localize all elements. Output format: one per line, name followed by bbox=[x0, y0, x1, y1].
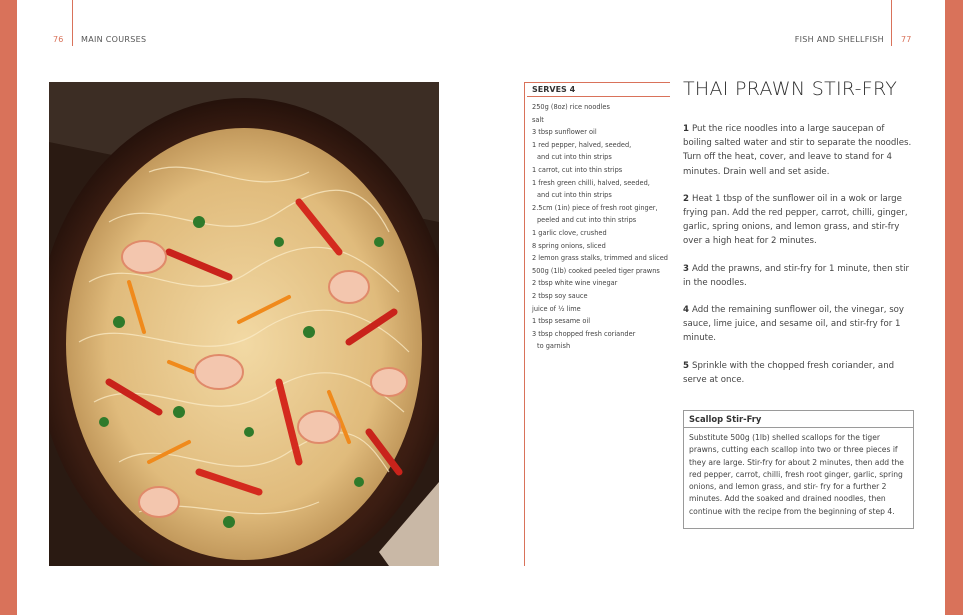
ingredient-item: 500g (1lb) cooked peeled tiger prawns bbox=[532, 266, 660, 275]
ingredient-item: and cut into thin strips bbox=[537, 191, 612, 200]
ingredient-item: and cut into thin strips bbox=[537, 153, 612, 162]
method-step bbox=[683, 192, 913, 249]
step-text: Heat 1 tbsp of the sunflower oil in a wok or large frying pan. Add the red pepper, carrot, chilli, ginger, garlic, spring onions, and lemon grass, and stir-fry over a high heat for 2 minutes. bbox=[683, 193, 908, 247]
step-number: 5 bbox=[683, 360, 689, 371]
ingredient-item: salt bbox=[532, 115, 544, 124]
recipe-title: THAI PRAWN STIR-FRY bbox=[683, 78, 898, 100]
step-number: 1 bbox=[683, 124, 689, 134]
ingredients-top-rule bbox=[524, 82, 670, 83]
ingredient-item: 250g (8oz) rice noodles bbox=[532, 103, 610, 111]
variation-box bbox=[683, 410, 914, 529]
method-step bbox=[683, 303, 913, 346]
ingredient-item: 1 red pepper, halved, seeded, bbox=[532, 140, 632, 149]
step-number: 3 bbox=[683, 263, 689, 274]
ingredient-item: 1 tbsp sesame oil bbox=[532, 317, 591, 326]
serves-underline bbox=[527, 96, 670, 97]
step-number: 4 bbox=[683, 305, 689, 316]
noodle-dish-illustration bbox=[49, 82, 439, 566]
ingredient-item: 1 fresh green chilli, halved, seeded, bbox=[532, 178, 650, 187]
ingredient-item: 2.5cm (1in) piece of fresh root ginger, bbox=[532, 203, 658, 212]
ingredient-item: 2 lemon grass stalks, trimmed and sliced bbox=[532, 254, 668, 263]
method-step bbox=[683, 122, 913, 179]
step-text: Sprinkle with the chopped fresh coriander, and serve at once. bbox=[683, 360, 895, 385]
left-section-title: MAIN COURSES bbox=[81, 35, 147, 44]
ingredient-item: 2 tbsp soy sauce bbox=[532, 291, 588, 300]
step-text: Put the rice noodles into a large saucepan of boiling salted water and stir to separate the noodles. Turn off the heat, cover, and leave to stand for 4 minutes. Drain well and set aside. bbox=[683, 124, 912, 177]
ingredient-item: 3 tbsp sunflower oil bbox=[532, 128, 597, 137]
ingredients-left-rule bbox=[524, 82, 525, 566]
method-step bbox=[683, 359, 913, 387]
ingredient-item: to garnish bbox=[537, 342, 571, 351]
variation-text: Substitute 500g (1lb) shelled scallops for the tiger prawns, cutting each scallop into two or three pieces if they are large. Stir-fry for about 2 minutes, then add the red pepper, carrot, chilli, fresh root ginger, garlic, spring onions, and lemon grass, and stir- fry for a further 2 minutes. Add the soaked and drained noodles, then continue with the recipe from the beginning of step 4. bbox=[689, 433, 904, 516]
ingredient-item: peeled and cut into thin strips bbox=[537, 216, 637, 225]
ingredient-item: 3 tbsp chopped fresh coriander bbox=[532, 329, 636, 338]
ingredient-item: 1 carrot, cut into thin strips bbox=[532, 165, 623, 174]
step-number: 2 bbox=[683, 193, 689, 204]
ingredients-list bbox=[532, 101, 670, 353]
left-header-rule bbox=[72, 0, 73, 46]
serves-label: SERVES 4 bbox=[532, 85, 576, 94]
ingredient-item: 1 garlic clove, crushed bbox=[532, 228, 607, 237]
right-page-number: 77 bbox=[901, 35, 912, 44]
right-section-title: FISH AND SHELLFISH bbox=[794, 35, 884, 44]
ingredient-item: 8 spring onions, sliced bbox=[532, 241, 606, 250]
right-header-rule bbox=[891, 0, 892, 46]
method-step bbox=[683, 262, 913, 290]
method-steps bbox=[683, 122, 913, 400]
ingredient-item: 2 tbsp white wine vinegar bbox=[532, 279, 618, 288]
dish-photo bbox=[49, 82, 439, 566]
left-page-number: 76 bbox=[53, 35, 64, 44]
ingredient-item: juice of ½ lime bbox=[532, 304, 581, 313]
variation-title: Scallop Stir-Fry bbox=[684, 411, 913, 428]
step-text: Add the remaining sunflower oil, the vinegar, soy sauce, lime juice, and sesame oil, and stir-fry for 1 minute. bbox=[683, 305, 905, 344]
step-text: Add the prawns, and stir-fry for 1 minute, then stir in the noodles. bbox=[683, 263, 910, 288]
